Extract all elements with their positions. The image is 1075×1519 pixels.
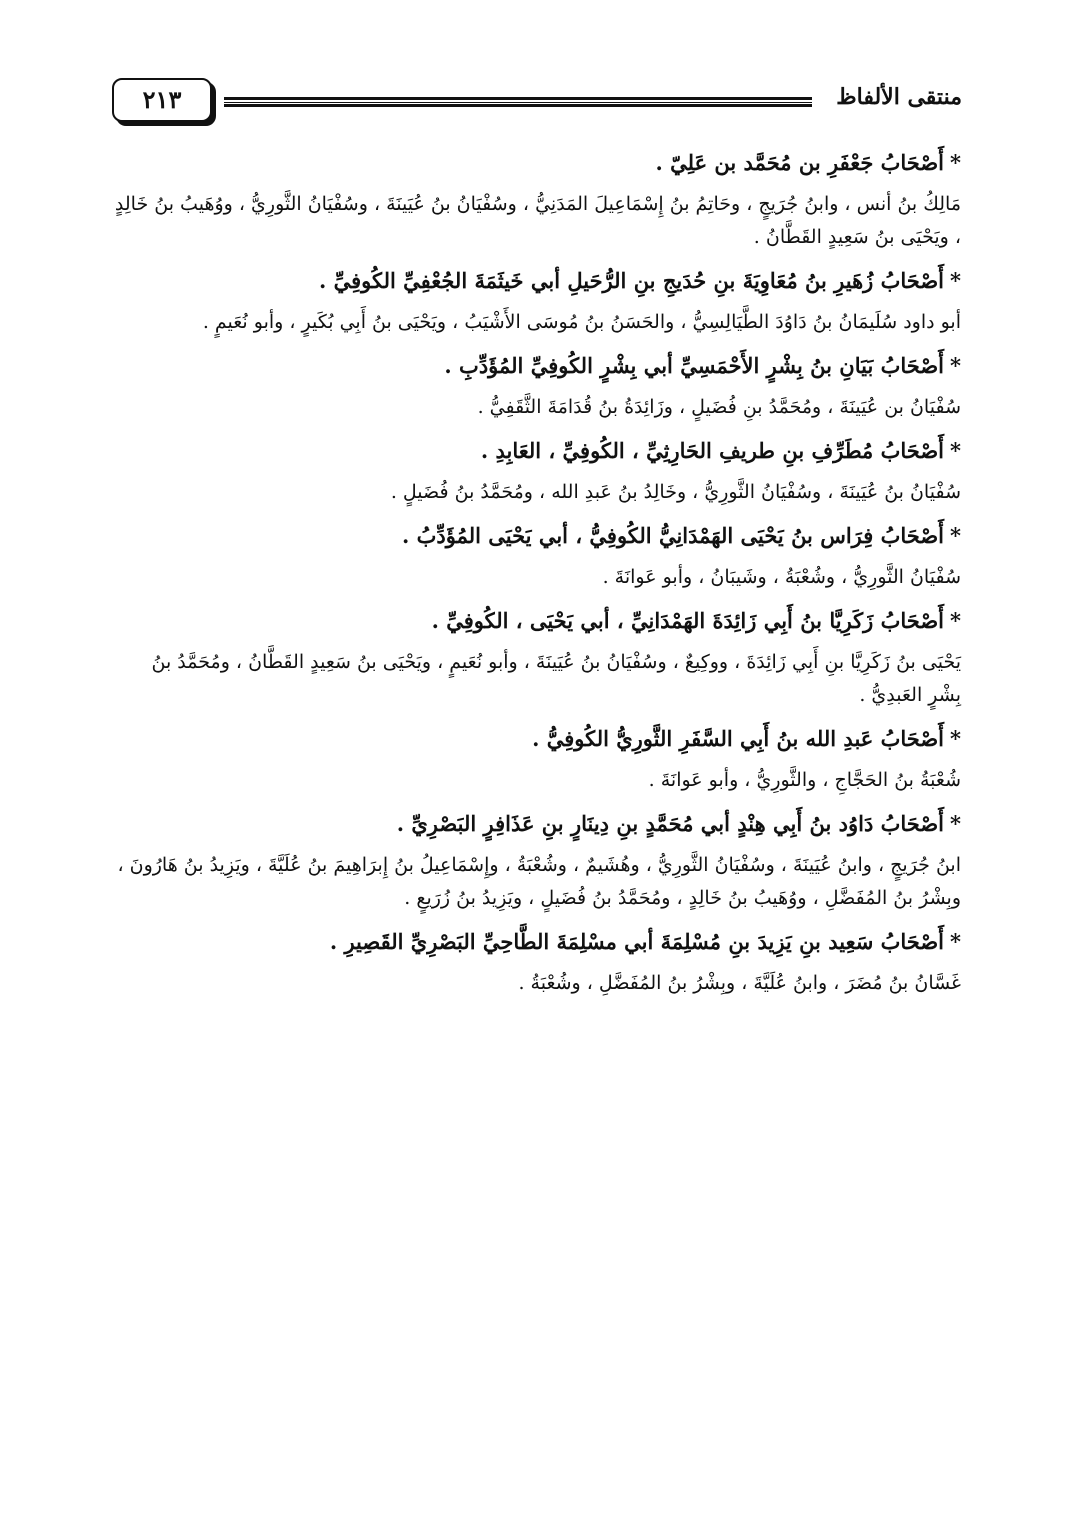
star-bullet: * <box>950 438 961 463</box>
entry-body: أبو داود سُلَيمَانُ بنُ دَاوُدَ الطَّيَالِسِيُّ ، والحَسَنُ بنُ مُوسَى الأَشْيَبُ ، ويَحْيَى بنُ أَبِي بُكَيرٍ ، وأبو نُعَيمٍ . <box>202 311 961 333</box>
star-bullet: * <box>950 811 961 836</box>
entry-title: *أَصْحَابُ زُهَيرِ بنُ مُعَاوِيَةَ بنِ حُدَيجِ بنِ الرُّحَيلِ أبي خَيثَمَةَ الجُعْفِيِّ الكُوفِيِّ . <box>318 268 961 293</box>
star-bullet: * <box>950 523 961 548</box>
star-bullet: * <box>950 726 961 751</box>
header-rule <box>224 97 812 107</box>
star-bullet: * <box>950 608 961 633</box>
entry-title: *أَصْحَابُ دَاوُد بنُ أَبِي هِنْدٍ أبي مُحَمَّدٍ بنِ دِينَارٍ بنِ عَذَافِرٍ البَصْرِيِّ . <box>396 811 961 836</box>
entry-title: *أَصْحَابُ عَبدِ الله بنُ أَبِي السَّفَرِ الثَّورِيُّ الكُوفِيُّ . <box>532 726 961 751</box>
star-bullet: * <box>950 353 961 378</box>
entry-body: سُفْيَانُ الثَّورِيُّ ، وشُعْبَةُ ، وشَيبَانُ ، وأبو عَوانَةَ . <box>602 566 961 588</box>
page-header <box>112 78 962 130</box>
entry-body: غَسَّانُ بنُ مُضَرَ ، وابنُ عُلَيَّةَ ، وبِشْرُ بنُ المُفَضَّلِ ، وشُعْبَةُ . <box>518 972 961 994</box>
entry-title: *أَصْحَابُ سَعِيد بنِ يَزِيدَ بنِ مُسْلِمَةَ أبي مسْلِمَةَ الطَّاحِيِّ البَصْرِيِّ القَصِيرِ . <box>329 929 961 954</box>
entry-body: سُفْيَانُ بنُ عُيَينَةَ ، وسُفْيَانُ الثَّورِيُّ ، وخَالِدُ بنُ عَبدِ الله ، ومُحَمَّدُ بنُ فُضَيلٍ . <box>390 481 961 503</box>
star-bullet: * <box>950 268 961 293</box>
entry-title: *أَصْحَابُ مُطَرِّفِ بنِ طريفِ الحَارِثِيِّ ، الكُوفِيِّ ، العَابِدِ . <box>480 438 961 463</box>
page-number: ٢١٣ <box>142 85 182 114</box>
entry-title: *أَصْحَابُ زَكَرِيَّا بنُ أَبِي زَائِدَةَ الهَمْدَانِيِّ ، أبي يَحْيَى ، الكُوفِيِّ . <box>431 608 961 633</box>
star-bullet: * <box>950 929 961 954</box>
entry-title: *أَصْحَابُ بَيَانِ بنُ بِشْرٍ الأَحْمَسِيِّ أبي بِشْرٍ الكُوفِيِّ المُؤَدِّبِ . <box>444 353 961 378</box>
entry-body: يَحْيَى بنُ زَكَرِيَّا بنِ أَبِي زَائِدَةَ ، ووكِيعٌ ، وسُفْيَانُ بنُ عُيَينَةَ ، وأبو نُعَيمٍ ، ويَحْيَى بنُ سَعِيدٍ القَطَّانُ ، ومُحَمَّدُ بنُ بِشْرٍ العَبدِيُّ . <box>151 651 961 706</box>
page-content <box>113 146 961 1010</box>
entry-body: مَالِكُ بنُ أنس ، وابنُ جُرَيجٍ ، وحَاتِمُ بنُ إِسْمَاعِيلَ المَدَنِيُّ ، وسُفْيَانُ بنُ عُيَينَةَ ، وسُفْيَانُ الثَّورِيُّ ، ووُهَيبُ بنُ خَالِدٍ ، ويَحْيَى بنُ سَعِيدٍ القَطَّانُ . <box>114 193 961 248</box>
entry-title: *أَصْحَابُ فِرَاس بنُ يَحْيَى الهَمْدَانِيُّ الكُوفِيُّ ، أبي يَحْيَى المُؤَدِّبُ . <box>402 523 961 548</box>
entry-body: شُعْبَةُ بنُ الحَجَّاجِ ، والثَّورِيُّ ، وأبو عَوانَةَ . <box>648 769 961 791</box>
entry-body: ابنُ جُرَيجٍ ، وابنُ عُيَينَةَ ، وسُفْيَانُ الثَّورِيُّ ، وهُشَيمٌ ، وشُعْبَةُ ، وإِسْمَاعِيلُ بنُ إِبرَاهِيمَ بنُ عُلَيَّةَ ، ويَزِيدُ بنُ هَارُونَ ، وبِشْرُ بنُ المُفَضَّلِ ، ووُهَيبُ بنُ خَالِدٍ ، ومُحَمَّدُ بنُ فُضَيلٍ ، ويَزِيدُ بنُ زُرَيعٍ . <box>117 854 961 909</box>
page-number-box <box>112 78 212 122</box>
entry-title: *أَصْحَابُ جَعْفَرِ بن مُحَمَّد بن عَلِيّ . <box>655 150 961 175</box>
running-title: منتقى الألفاظ <box>836 84 962 110</box>
star-bullet: * <box>950 150 961 175</box>
entry-body: سُفْيَانُ بن عُيَينَةَ ، ومُحَمَّدُ بنِ فُضَيلٍ ، وزَائِدَةُ بنُ قُدَامَةَ الثَّقَفِيُّ . <box>477 396 961 418</box>
